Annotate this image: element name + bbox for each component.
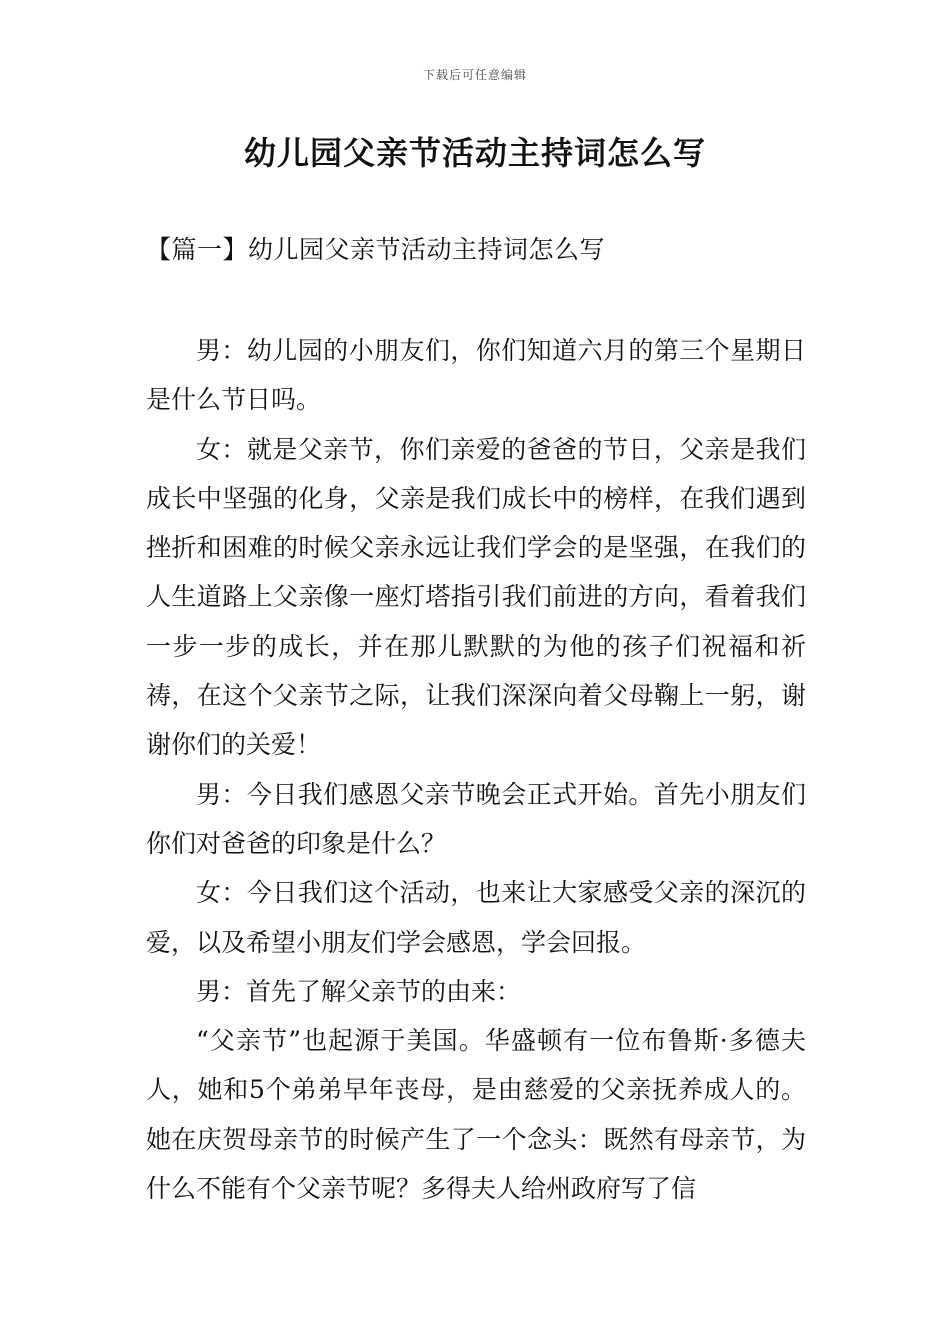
- document-body: [146, 326, 806, 1213]
- paragraph-origin-story: “父亲节”也起源于美国。华盛顿有一位布鲁斯·多德夫人，她和5个弟弟早年丧母，是由慈爱的父亲抚养成人的。她在庆贺母亲节的时候产生了一个念头：既然有母亲节，为什么不能有个父亲节呢？多得夫人给州政府写了信: [146, 1026, 806, 1204]
- paragraph-male-origin: 男：首先了解父亲节的由来：: [196, 976, 522, 1006]
- document-title: 幼儿园父亲节活动主持词怎么写: [243, 134, 706, 172]
- paragraph-female-fathers-day: 女：就是父亲节，你们亲爱的爸爸的节日，父亲是我们成长中坚强的化身，父亲是我们成长中的榜样，在我们遇到挫折和困难的时候父亲永远让我们学会的是坚强，在我们的人生道路上父亲像一座灯塔指引我们前进的方向，看着我们一步一步的成长，并在那儿默默的为他的孩子们祝福和祈祷，在这个父亲节之际，让我们深深向着父母鞠上一躬，谢谢你们的关爱！: [146, 434, 806, 760]
- paragraph-male-start: 男：今日我们感恩父亲节晚会正式开始。首先小朋友们你们对爸爸的印象是什么？: [146, 779, 806, 858]
- section-heading: 【篇一】幼儿园父亲节活动主持词怎么写: [146, 235, 606, 264]
- paragraph-male-intro: 男：幼儿园的小朋友们，你们知道六月的第三个星期日是什么节日吗。: [146, 336, 806, 415]
- paragraph-female-activity: 女：今日我们这个活动，也来让大家感受父亲的深沉的爱，以及希望小朋友们学会感恩，学会回报。: [146, 878, 806, 957]
- header-note: 下载后可任意编辑: [422, 68, 527, 82]
